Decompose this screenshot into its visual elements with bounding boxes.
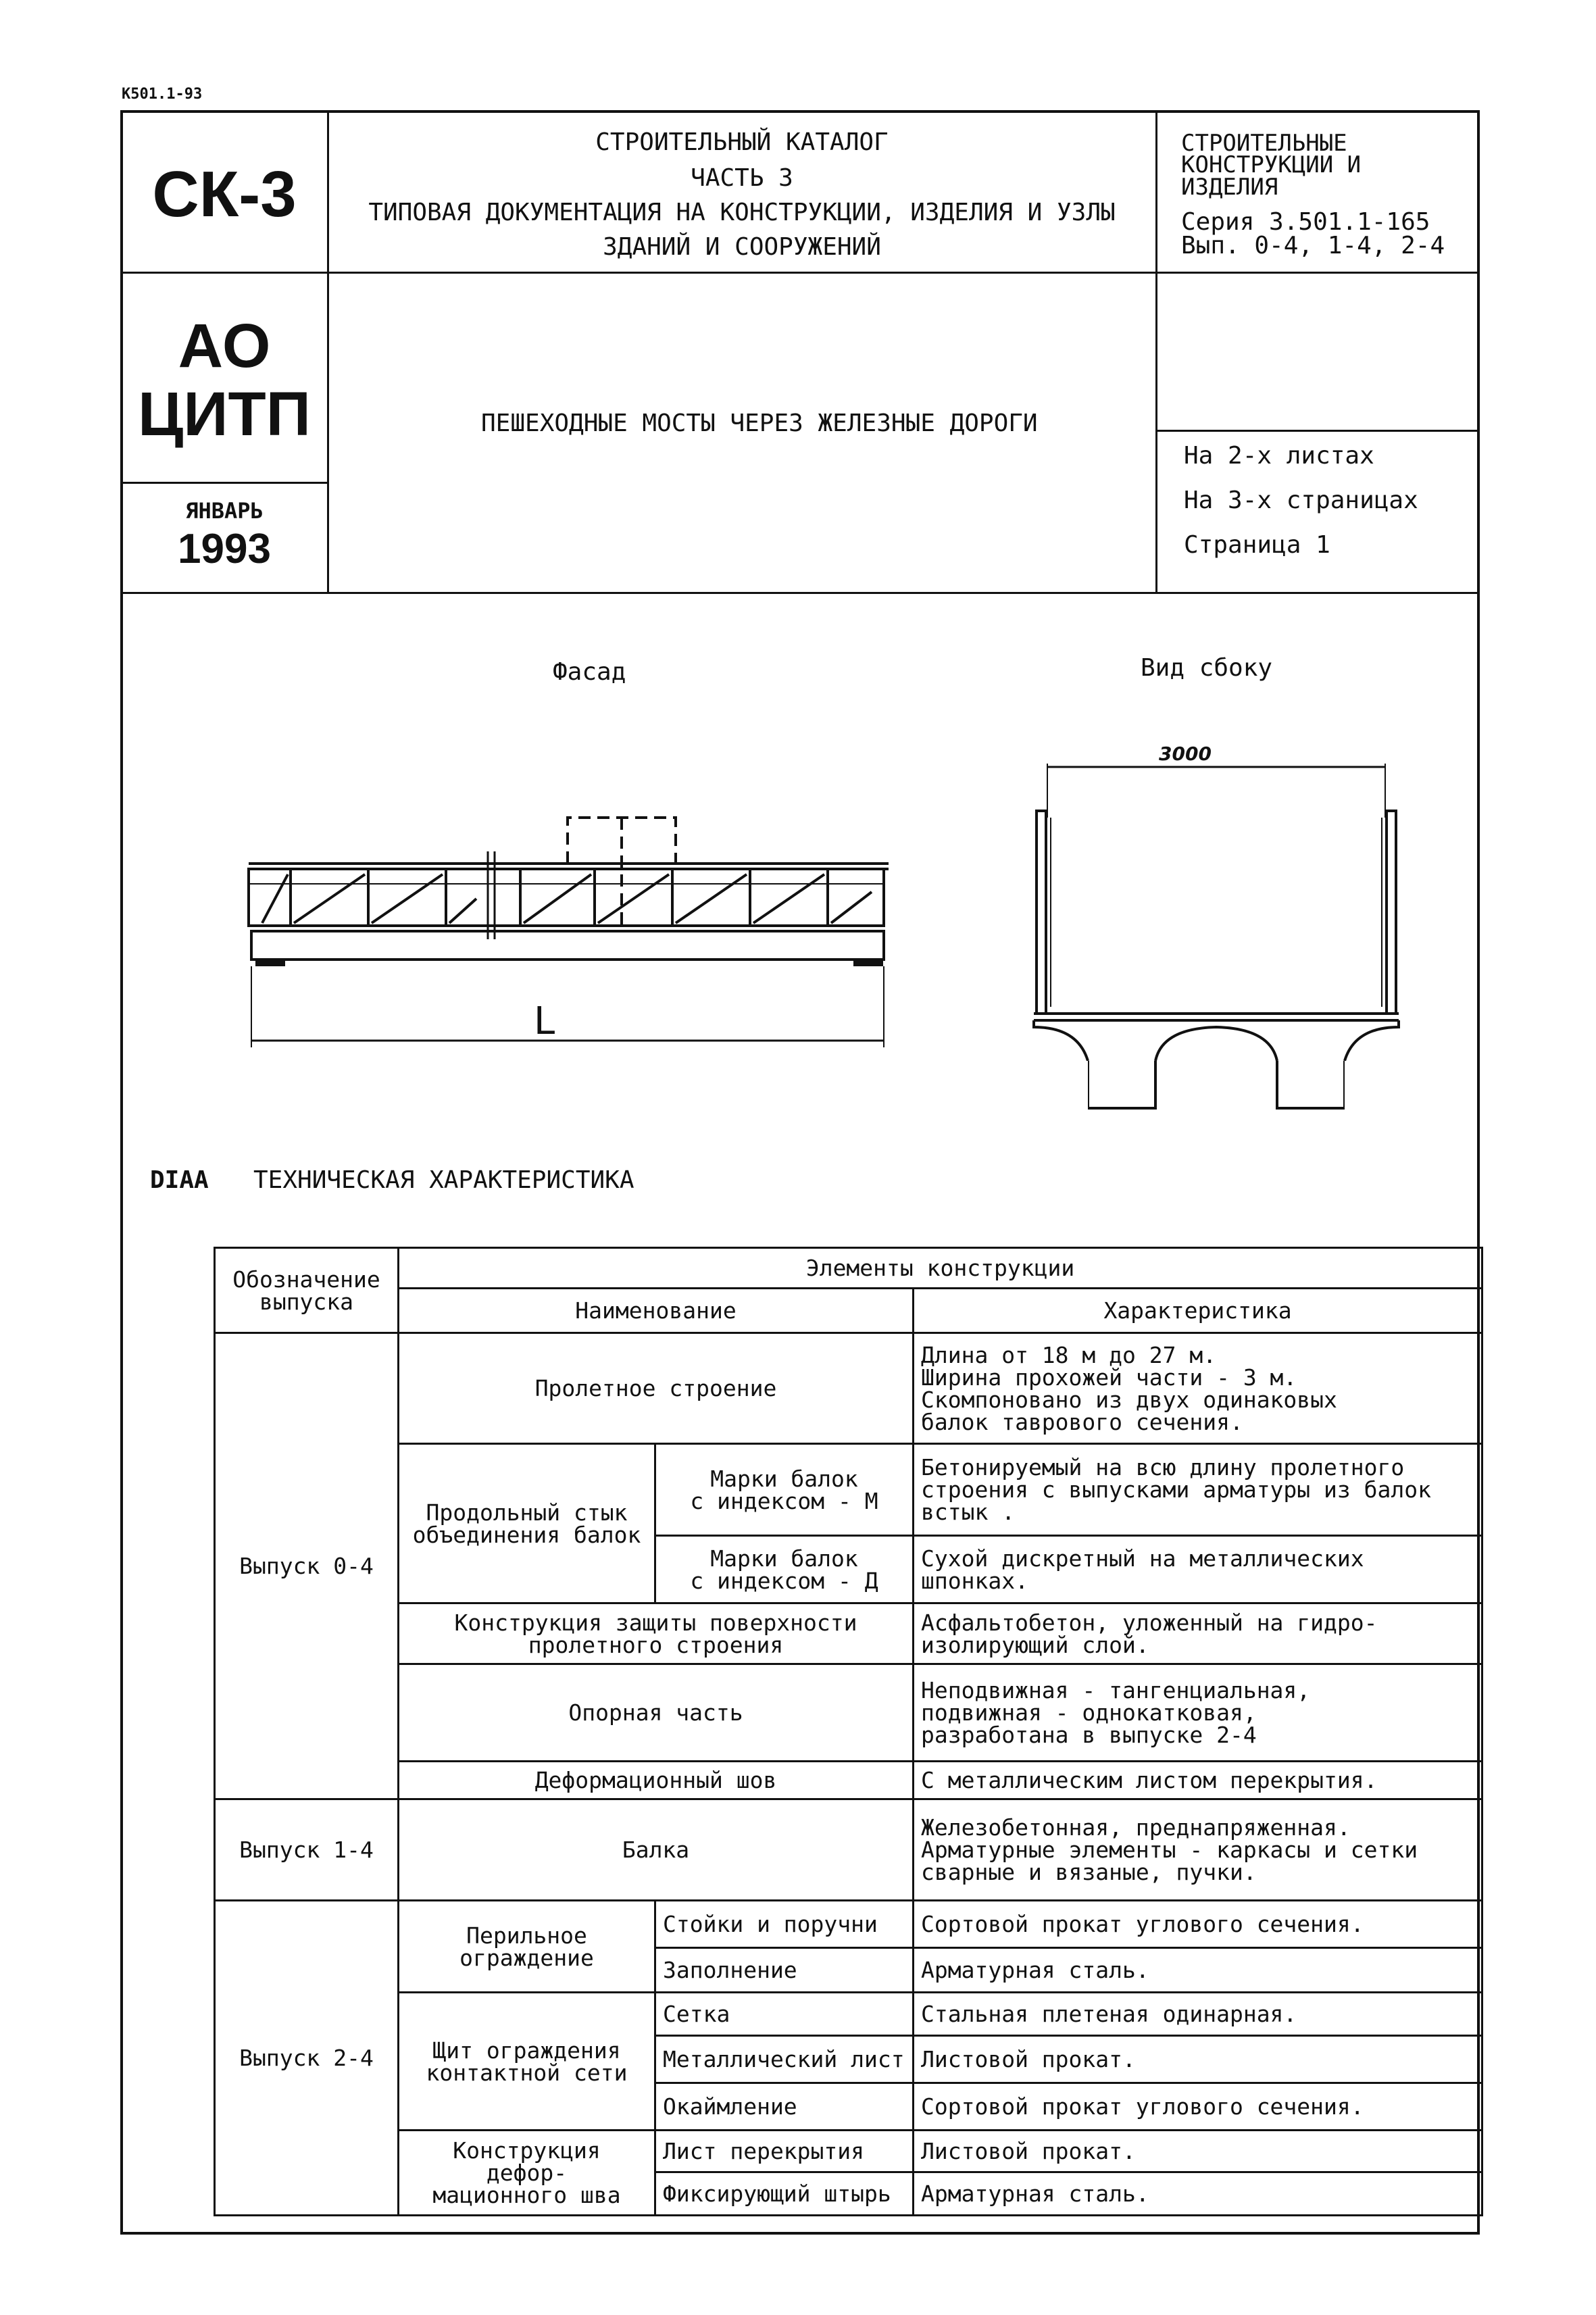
sheets-count: На 2-х листах bbox=[1184, 442, 1374, 470]
element-subname: Лист перекрытия bbox=[655, 2131, 914, 2172]
element-characteristic: Стальная плетеная одинарная. bbox=[914, 1993, 1482, 2036]
element-characteristic: Бетонируемый на всю длину пролетного строения с выпусками арматуры из балок встык . bbox=[914, 1444, 1482, 1536]
element-name: Опорная часть bbox=[399, 1664, 914, 1762]
release-cell: Выпуск 0-4 bbox=[215, 1333, 399, 1799]
category-label: СТРОИТЕЛЬНЫЕ КОНСТРУКЦИИ И ИЗДЕЛИЯ bbox=[1181, 130, 1362, 201]
element-subname: Окаймление bbox=[655, 2083, 914, 2131]
element-subname: Заполнение bbox=[655, 1948, 914, 1993]
publication-year: 1993 bbox=[178, 526, 271, 572]
side-view-drawing bbox=[1014, 737, 1419, 1061]
element-name: Пролетное строение bbox=[399, 1333, 914, 1444]
section-mark: DIAA bbox=[150, 1166, 209, 1194]
element-subname: Металлический лист bbox=[655, 2036, 914, 2083]
element-characteristic: Арматурная сталь. bbox=[914, 1948, 1482, 1993]
catalog-line: ЗДАНИЙ И СООРУЖЕНИЙ bbox=[603, 233, 881, 261]
document-code: К501.1-93 bbox=[122, 86, 203, 103]
element-name: Балка bbox=[399, 1799, 914, 1901]
element-characteristic: Асфальтобетон, уложенный на гидро- изолирующий слой. bbox=[914, 1603, 1482, 1664]
organization-name: АО ЦИТП bbox=[138, 312, 311, 449]
element-name: Продольный стык объединения балок bbox=[399, 1444, 655, 1603]
side-view-beams bbox=[1088, 1061, 1345, 1115]
page-number: Страница 1 bbox=[1184, 531, 1330, 559]
element-characteristic: Неподвижная - тангенциальная, подвижная - однокатковая, разработана в выпуске 2-4 bbox=[914, 1664, 1482, 1762]
element-characteristic: Листовой прокат. bbox=[914, 2036, 1482, 2083]
element-name: Щит ограждения контактной сети bbox=[399, 1993, 655, 2131]
header-elements: Элементы конструкции bbox=[399, 1248, 1482, 1289]
facade-drawing bbox=[243, 804, 892, 1061]
publication-month: ЯНВАРЬ bbox=[185, 498, 264, 524]
element-subname: Фиксирующий штырь bbox=[655, 2172, 914, 2216]
header-divider bbox=[120, 272, 1480, 274]
element-name: Перильное ограждение bbox=[399, 1901, 655, 1993]
element-name: Конструкция защиты поверхности пролетного строения bbox=[399, 1603, 914, 1664]
side-view-label: Вид сбоку bbox=[1141, 654, 1273, 682]
catalog-line: ТИПОВАЯ ДОКУМЕНТАЦИЯ НА КОНСТРУКЦИИ, ИЗДЕЛИЯ И УЗЛЫ bbox=[368, 199, 1116, 226]
release-cell: Выпуск 1-4 bbox=[215, 1799, 399, 1901]
header-name: Наименование bbox=[399, 1289, 914, 1333]
element-name: Конструкция дефор- мационного шва bbox=[399, 2131, 655, 2216]
header-release: Обозначение выпуска bbox=[215, 1248, 399, 1333]
header-divider bbox=[327, 110, 329, 593]
element-characteristic: Железобетонная, преднапряженная. Арматурные элементы - каркасы и сетки сварные и вязаные, пучки. bbox=[914, 1799, 1482, 1901]
element-name: Деформационный шов bbox=[399, 1762, 914, 1799]
element-characteristic: Листовой прокат. bbox=[914, 2131, 1482, 2172]
pages-count: На 3-х страницах bbox=[1184, 487, 1418, 514]
spec-table bbox=[214, 1247, 1483, 2216]
issues-label: Вып. 0-4, 1-4, 2-4 bbox=[1181, 232, 1445, 259]
section-title: ТЕХНИЧЕСКАЯ ХАРАКТЕРИСТИКА bbox=[253, 1166, 634, 1194]
element-characteristic: Сухой дискретный на металлических шпонках. bbox=[914, 1536, 1482, 1603]
facade-label: Фасад bbox=[553, 658, 626, 686]
header-divider bbox=[1155, 110, 1157, 593]
element-characteristic: Длина от 18 м до 27 м. Ширина прохожей части - 3 м. Скомпоновано из двух одинаковых балок таврового сечения. bbox=[914, 1333, 1482, 1444]
header-divider bbox=[120, 482, 327, 484]
catalog-logo: СК-3 bbox=[152, 158, 297, 230]
series-label: Серия 3.501.1-165 bbox=[1181, 208, 1430, 236]
release-cell: Выпуск 2-4 bbox=[215, 1901, 399, 2216]
element-characteristic: Арматурная сталь. bbox=[914, 2172, 1482, 2216]
side-width-dimension: 3000 bbox=[1159, 743, 1212, 765]
element-characteristic: Сортовой прокат углового сечения. bbox=[914, 1901, 1482, 1948]
element-subname: Марки балок с индексом - Д bbox=[655, 1536, 914, 1603]
catalog-line: ЧАСТЬ 3 bbox=[691, 164, 793, 192]
element-subname: Стойки и поручни bbox=[655, 1901, 914, 1948]
element-subname: Марки балок с индексом - М bbox=[655, 1444, 914, 1536]
element-characteristic: Сортовой прокат углового сечения. bbox=[914, 2083, 1482, 2131]
header-divider bbox=[1155, 430, 1480, 432]
header-characteristic: Характеристика bbox=[914, 1289, 1482, 1333]
header-divider bbox=[120, 592, 1480, 594]
document-title: ПЕШЕХОДНЫЕ МОСТЫ ЧЕРЕЗ ЖЕЛЕЗНЫЕ ДОРОГИ bbox=[481, 409, 1038, 437]
catalog-line: СТРОИТЕЛЬНЫЙ КАТАЛОГ bbox=[595, 128, 889, 156]
span-length-label: L bbox=[534, 999, 555, 1043]
element-characteristic: С металлическим листом перекрытия. bbox=[914, 1762, 1482, 1799]
element-subname: Сетка bbox=[655, 1993, 914, 2036]
